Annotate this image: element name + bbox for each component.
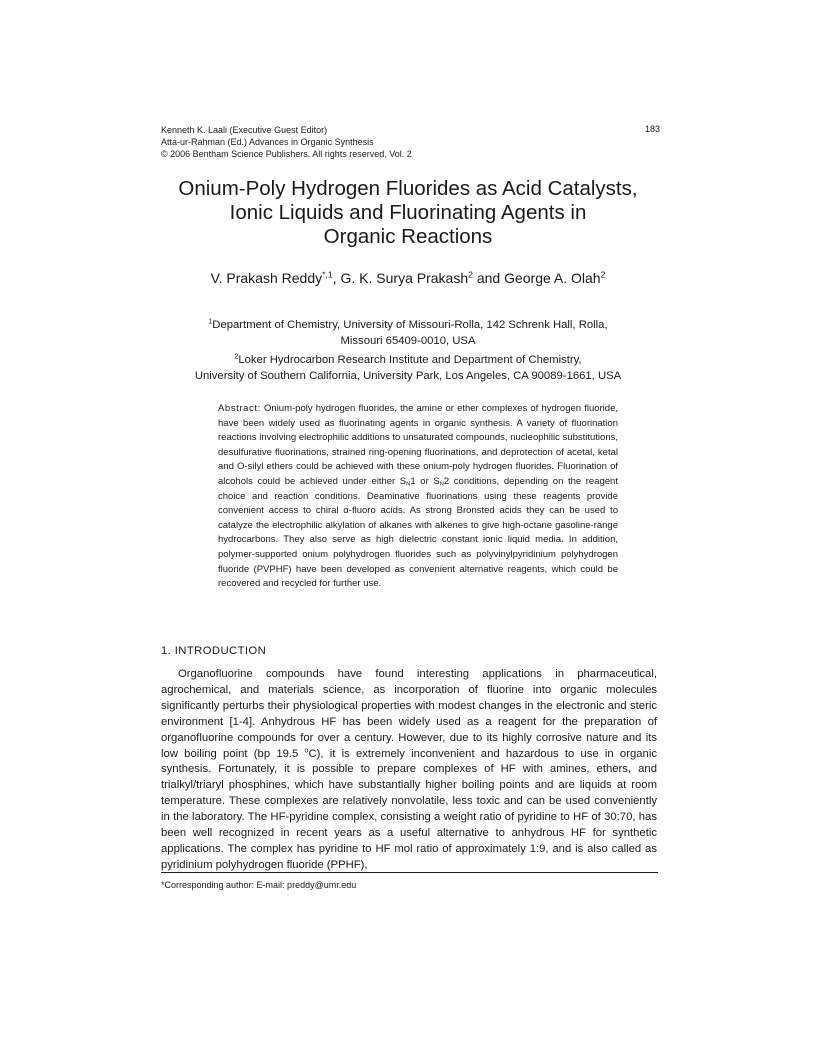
abstract-label: Abstract:	[218, 403, 261, 414]
affiliation-2	[100, 352, 716, 384]
author-1-marker: *,1	[322, 269, 333, 280]
section-heading: 1. INTRODUCTION	[161, 645, 267, 657]
footnote: *Corresponding author: E-mail: preddy@umr.edu	[161, 880, 357, 890]
abstract-subscript-n: N	[439, 481, 444, 488]
affiliation-2-line-1	[100, 352, 716, 368]
affiliation-1-text: Department of Chemistry, University of Missouri-Rolla, 142 Schrenk Hall, Rolla,	[212, 319, 608, 331]
abstract-text-1: Onium-poly hydrogen fluorides, the amine or ether complexes of hydrogen fluoride, have been widely used as fluorinating agents in organic synthesis. A variety of fluorination reactions involving electrophilic additions to unsaturated compounds, nucleophilic substitutions, desulfurative fluorinations, strained ring-opening fluorinations, and deprotection of acetal, ketal and O-silyl ethers could be achieved with these onium-poly hydrogen fluorides. Fluorination of alcohols could be achieved under either S	[218, 403, 618, 487]
title-line-1: Onium-Poly Hydrogen Fluorides as Acid Catalysts,	[178, 177, 638, 200]
affiliation-2-marker: 2	[234, 353, 239, 361]
author-list	[100, 270, 716, 286]
intro-text-1: Organofluorine compounds have found interesting applications in pharmaceutical, agrochemical, and materials science, as incorporation of fluorine into organic molecules significantly perturbs their physiological properties with modest changes in the electronic and steric environment [1-4]. Anhydrous HF has been widely used as a reagent for the preparation of organofluorine compounds for over a century. However, due to its highly corrosive nature and its low boiling point (bp 19.5	[161, 668, 657, 760]
running-header	[161, 124, 661, 160]
author-separator: ,	[332, 270, 341, 286]
author-3-marker: 2	[600, 269, 606, 280]
abstract-text-2: 1 or S	[410, 475, 440, 487]
intro-paragraph	[161, 667, 657, 874]
affiliation-1	[100, 317, 716, 349]
affiliation-1-line-1	[100, 317, 716, 333]
author-2-name: G. K. Surya Prakash	[340, 270, 469, 286]
degree-superscript: o	[304, 746, 309, 754]
author-3-name: George A. Olah	[504, 270, 601, 286]
affiliation-2-text: Loker Hydrocarbon Research Institute and Department of Chemistry,	[238, 354, 582, 366]
header-editor-line: Kenneth K. Laali (Executive Guest Editor)	[161, 125, 328, 135]
intro-text-2: C), it is extremely inconvenient and hazardous to use in organic synthesis. Fortunately, it is possible to prepare complexes of HF with amines, ethers, and trialkyl/triaryl phosphines, which have substantially higher boiling points and are liquids at room temperature. These complexes are relatively nonvolatile, less toxic and can be used conveniently in the laboratory. The HF-pyridine complex, consisting a weight ratio of pyridine to HF of 30:70, has been well recognized in recent years as a useful alternative to anhydrous HF for synthetic applications. The complex has pyridine to HF mol ratio of approximately 1:9, and is also called as pyridinium polyhydrogen fluoride (PPHF),	[161, 747, 657, 871]
header-book-line: Atta-ur-Rahman (Ed.) Advances in Organic Synthesis	[161, 137, 374, 147]
header-copyright-line: © 2006 Bentham Science Publishers. All rights reserved, Vol. 2	[161, 149, 412, 159]
title-line-2: Ionic Liquids and Fluorinating Agents in	[229, 201, 587, 224]
author-1-name: V. Prakash Reddy	[210, 270, 323, 286]
affiliation-2-line-2: University of Southern California, University Park, Los Angeles, CA 90089-1661, USA	[194, 370, 622, 382]
affiliation-1-line-2: Missouri 65409-0010, USA	[340, 335, 476, 347]
abstract-subscript-n: N	[406, 481, 411, 488]
abstract-text-3: 2 conditions, depending on the reagent choice and reaction conditions. Deaminative fluorinations using these reagents provide convenient access to chiral α-fluoro acids. As strong Bronsted acids they can be used to catalyze the electrophilic alkylation of alkanes with alkenes to give high-octane gasoline-range hydrocarbons. They also serve as high dielectric constant ionic liquid media. In addition, polymer-supported onium polyhydrogen fluorides such as polyvinylpyridinium polyhydrogen fluoride (PVPHF) have been developed as convenient alternative reagents, which could be recovered and recycled for further use.	[218, 475, 618, 590]
page-number: 183	[644, 124, 660, 134]
footnote-divider	[161, 872, 658, 873]
abstract	[218, 402, 618, 592]
paper-title	[100, 177, 716, 249]
affiliation-1-marker: 1	[208, 318, 213, 326]
title-line-3: Organic Reactions	[323, 225, 493, 248]
author-2-marker: 2	[468, 269, 473, 280]
author-separator: and	[472, 270, 505, 286]
